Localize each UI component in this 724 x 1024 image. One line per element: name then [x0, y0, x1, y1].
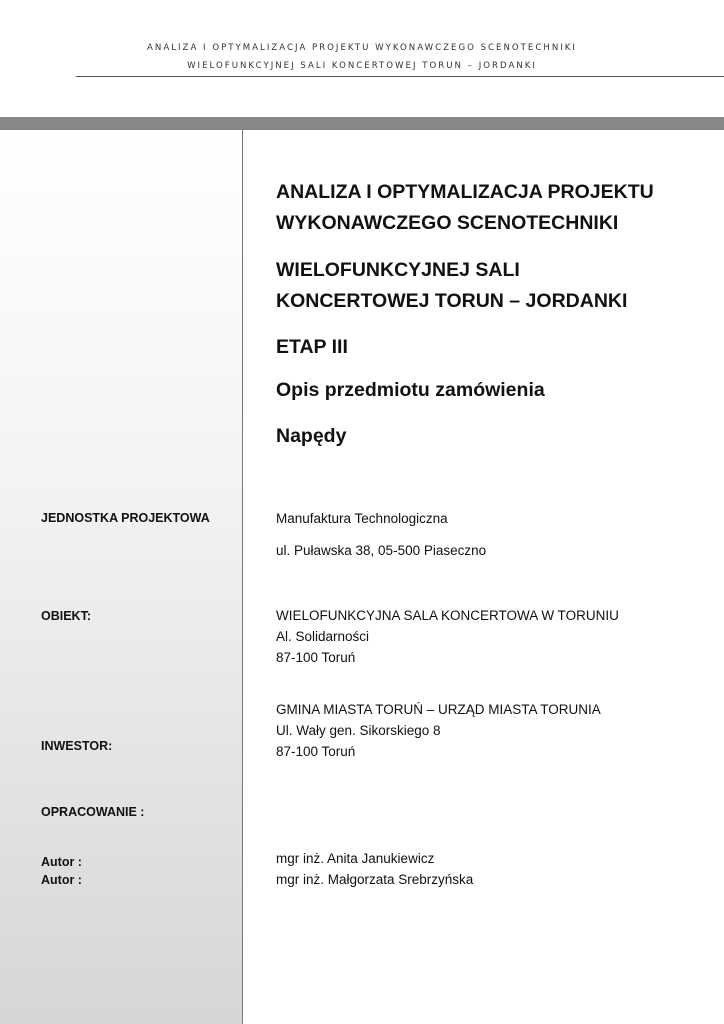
label-investor: INWESTOR:	[41, 739, 113, 753]
investor-name: GMINA MIASTA TORUŃ – URZĄD MIASTA TORUNIA	[276, 702, 601, 717]
object-city: 87-100 Toruń	[276, 650, 356, 665]
unit-name: Manufaktura Technologiczna	[276, 511, 448, 526]
header-rule	[76, 76, 724, 77]
subject-title: Opis przedmiotu zamówienia	[276, 379, 545, 401]
label-object: OBIEKT:	[41, 609, 91, 623]
object-street: Al. Solidarności	[276, 629, 370, 644]
scope-title: Napędy	[276, 425, 347, 447]
label-prepared: OPRACOWANIE :	[41, 805, 145, 819]
investor-city: 87-100 Toruń	[276, 744, 356, 759]
running-header-line-2: WIELOFUNKCYJNEJ SALI KONCERTOWEJ TORUN – JORDANKI	[187, 61, 537, 71]
title-line-3: WIELOFUNKCYJNEJ SALI	[276, 259, 520, 281]
column-divider	[242, 130, 243, 1024]
unit-address: ul. Puławska 38, 05-500 Piaseczno	[276, 543, 487, 558]
title-line-4: KONCERTOWEJ TORUN – JORDANKI	[276, 290, 628, 312]
object-name: WIELOFUNKCYJNA SALA KONCERTOWA W TORUNIU	[276, 608, 619, 623]
author-2: mgr inż. Małgorzata Srebrzyńska	[276, 872, 474, 887]
running-header-line-1: ANALIZA I OPTYMALIZACJA PROJEKTU WYKONAWCZEGO SCENOTECHNIKI	[147, 43, 577, 53]
title-band	[0, 117, 724, 130]
left-sidebar	[0, 130, 242, 1024]
label-author-2: Autor :	[41, 873, 82, 887]
title-line-1: ANALIZA I OPTYMALIZACJA PROJEKTU	[276, 181, 654, 203]
title-line-2: WYKONAWCZEGO SCENOTECHNIKI	[276, 212, 619, 234]
author-1: mgr inż. Anita Janukiewicz	[276, 851, 435, 866]
label-unit: JEDNOSTKA PROJEKTOWA	[41, 511, 210, 525]
label-author-1: Autor :	[41, 855, 82, 869]
investor-street: Ul. Wały gen. Sikorskiego 8	[276, 723, 441, 738]
stage-title: ETAP III	[276, 336, 348, 358]
